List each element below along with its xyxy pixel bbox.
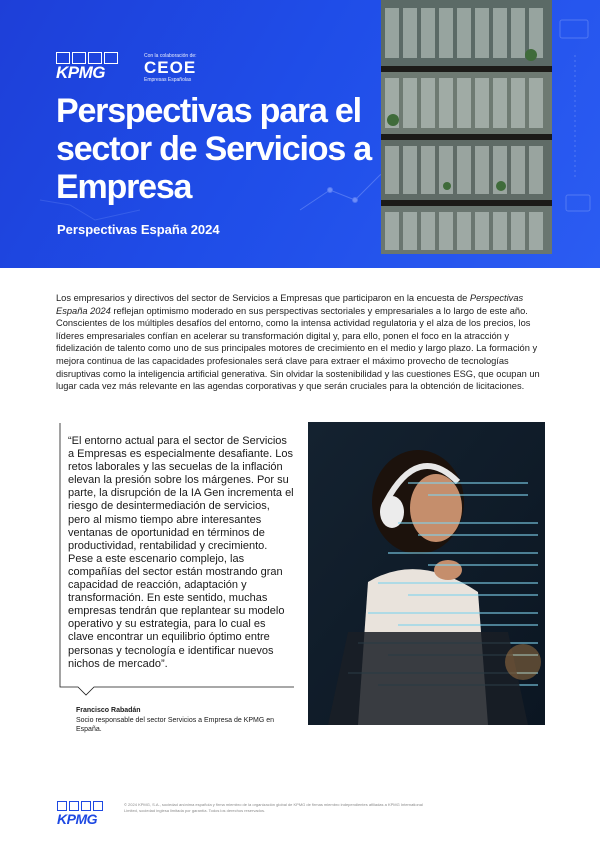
hero-banner bbox=[0, 0, 600, 268]
intro-emphasis: Perspectivas España 2024 bbox=[56, 293, 524, 316]
legal-notice: © 2024 KPMG, S.A., sociedad anónima española y firma miembro de la organización global de KPMG de firmas miembro independientes afiliadas a KPMG International Limited, sociedad inglesa limitada por garantía. Todos los derechos reservados. bbox=[124, 802, 423, 813]
ceoe-logo bbox=[144, 53, 197, 83]
kpmg-logo bbox=[56, 52, 126, 82]
author-name: Francisco Rabadán bbox=[76, 707, 141, 714]
page-subtitle: Perspectivas España 2024 bbox=[57, 222, 220, 237]
intro-paragraph bbox=[56, 292, 550, 393]
woman-with-headphones-photo bbox=[308, 422, 545, 725]
collab-label: Con la colaboración de: bbox=[144, 53, 197, 59]
ceoe-sub: Empresas Españolas bbox=[144, 77, 192, 83]
quote-author bbox=[76, 706, 286, 735]
author-role: Socio responsable del sector Servicios a Empresa de KPMG en España. bbox=[76, 716, 275, 733]
intro-part-1: Los empresarios y directivos del sector de Servicios a Empresas que participaron en la encuesta de bbox=[56, 293, 470, 303]
office-building-photo bbox=[381, 0, 552, 254]
quote-text: “El entorno actual para el sector de Servicios a Empresas es especialmente desafiante. Los retos laborales y las secuelas de la inflación elevan la presión sobre los márgenes. Por su parte, la disrupción de la IA Gen incrementa el riesgo de desintermediación de servicios, pero al mismo tiempo abre interesantes ventanas de oportunidad en términos de productividad, rentabilidad y crecimiento. Pese a este escenario complejo, las compañías del sector están mostrando gran capacidad de reacción, adaptación y transformación. En este sentido, muchas empresas tendrán que replantear su modelo operativo y su estrategia, para lo cual es clave encontrar un equilibrio óptimo entre personas y tecnología e identificar nuevos nichos de mercado”. bbox=[68, 435, 294, 670]
footer-logo-boxes bbox=[57, 801, 103, 811]
kpmg-logo-text: KPMG bbox=[56, 63, 105, 82]
page-title: Perspectivas para el sector de Servicios a Empresa bbox=[56, 92, 371, 206]
footer-logo-text: KPMG bbox=[57, 811, 97, 827]
ceoe-text: CEOE bbox=[144, 58, 197, 77]
intro-part-2: reflejan optimismo moderado en sus perspectivas sectoriales y empresariales a lo largo de este año. Conscientes de los múltiples desafíos del entorno, como la intensa actividad regulatoria y el alza de los precios, los líderes empresariales confían en acelerar su transformación digital y, para ello, ponen el foco en la atracción y fidelización de talento como uno de sus principales motores de crecimiento en el medio y largo plazo. La formación y mejora continua de las capacidades profesionales será clave para extraer el máximo provecho de tecnologías disruptivas como la inteligencia artificial generativa. Sin olvidar la sostenibilidad y las cuestiones ESG, que ocupan un lugar cada vez más relevante en las agendas corporativas y que serán cruciales para la obtención de licitaciones. bbox=[56, 305, 540, 392]
footer-kpmg-logo bbox=[57, 801, 117, 831]
quote-block bbox=[56, 423, 297, 698]
